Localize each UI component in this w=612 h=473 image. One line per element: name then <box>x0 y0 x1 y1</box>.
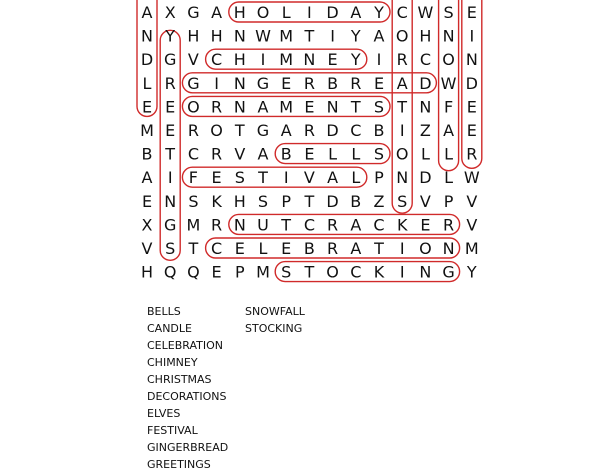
grid-letter[interactable]: R <box>350 73 362 93</box>
grid-letter[interactable]: R <box>211 215 223 235</box>
grid-letter[interactable]: H <box>210 26 223 46</box>
grid-letter[interactable]: R <box>466 144 478 164</box>
grid-letter[interactable]: L <box>444 168 454 188</box>
grid-letter[interactable]: G <box>163 215 177 235</box>
grid-letter[interactable]: A <box>350 239 362 258</box>
grid-letter[interactable]: L <box>142 73 152 93</box>
grid-letter[interactable]: V <box>466 215 478 235</box>
grid-letter[interactable]: T <box>397 97 408 117</box>
grid-letter[interactable]: D <box>419 168 432 188</box>
grid-letter[interactable]: T <box>350 97 361 117</box>
grid-letter[interactable]: B <box>350 191 362 211</box>
grid-letter[interactable]: N <box>141 26 153 46</box>
grid-letter[interactable]: H <box>419 26 432 46</box>
grid-letter[interactable]: G <box>187 3 200 22</box>
grid-letter[interactable]: S <box>257 191 269 211</box>
grid-letter[interactable]: B <box>373 121 385 140</box>
grid-letter[interactable]: N <box>233 26 246 46</box>
grid-letter[interactable]: X <box>164 3 176 22</box>
grid-letter[interactable]: L <box>328 144 338 164</box>
grid-letter[interactable]: N <box>465 50 478 70</box>
grid-letter[interactable]: C <box>419 50 431 70</box>
grid-letter[interactable]: V <box>141 239 153 258</box>
grid-letter[interactable]: R <box>327 239 339 258</box>
grid-letter[interactable]: S <box>165 239 176 258</box>
grid-letter[interactable]: K <box>211 191 222 211</box>
word-list-item: CANDLE <box>147 322 192 335</box>
grid-letter[interactable]: N <box>419 262 432 282</box>
grid-letter[interactable]: S <box>443 3 454 22</box>
grid-letter[interactable]: M <box>279 26 294 46</box>
grid-letter[interactable]: Q <box>187 262 200 282</box>
grid-letter[interactable]: T <box>234 121 245 140</box>
grid-letters <box>140 3 480 282</box>
grid-letter[interactable]: E <box>373 73 385 93</box>
word-list-column-1 <box>147 303 228 473</box>
grid-letter[interactable]: R <box>211 97 223 117</box>
grid-letter[interactable]: E <box>211 168 222 188</box>
grid-letter[interactable]: A <box>350 3 362 22</box>
grid-letter[interactable]: O <box>256 3 270 22</box>
grid-letter[interactable]: B <box>303 239 315 258</box>
grid-letter[interactable]: O <box>442 50 455 70</box>
grid-letter[interactable]: H <box>233 191 246 211</box>
grid-letter[interactable]: K <box>373 262 385 282</box>
grid-letter[interactable]: C <box>373 215 385 235</box>
grid-letter[interactable]: S <box>397 191 408 211</box>
grid-letter[interactable]: A <box>350 215 362 235</box>
grid-letter[interactable]: R <box>303 73 315 93</box>
grid-letter[interactable]: T <box>374 239 384 258</box>
grid-letter[interactable]: D <box>140 50 154 70</box>
grid-letter[interactable]: W <box>417 3 434 22</box>
grid-letter[interactable]: H <box>187 26 200 46</box>
word-list-item: GINGERBREAD <box>147 441 229 454</box>
grid-letter[interactable]: D <box>326 3 339 22</box>
grid-letter[interactable]: L <box>281 3 291 22</box>
grid-letter[interactable]: C <box>350 262 362 282</box>
grid-letter[interactable]: A <box>141 3 153 22</box>
grid-letter[interactable]: N <box>442 26 455 46</box>
grid-letter[interactable]: E <box>304 97 315 117</box>
grid-letter[interactable]: N <box>233 73 246 93</box>
grid-letter[interactable]: I <box>214 73 219 93</box>
grid-letter[interactable]: C <box>187 144 199 164</box>
grid-letter[interactable]: M <box>464 239 479 258</box>
grid-letter[interactable]: Y <box>466 262 477 282</box>
word-list-item: ELVES <box>147 407 181 420</box>
grid-letter[interactable]: E <box>281 73 292 93</box>
grid-letter[interactable]: E <box>141 97 153 117</box>
grid-letter[interactable]: O <box>326 262 339 282</box>
word-list-item: BELLS <box>147 305 181 318</box>
grid-letter[interactable]: G <box>163 50 177 70</box>
grid-letter[interactable]: E <box>304 144 315 164</box>
word-list-item: SNOWFALL <box>245 305 305 318</box>
word-list-column-2 <box>245 303 305 337</box>
grid-letter[interactable]: X <box>141 215 153 235</box>
grid-letter[interactable]: D <box>419 73 432 93</box>
grid-letter[interactable]: T <box>304 191 315 211</box>
grid-letter[interactable]: L <box>258 239 268 258</box>
grid-letter[interactable]: N <box>326 97 339 117</box>
grid-letter[interactable]: C <box>211 239 223 258</box>
grid-letter[interactable]: P <box>443 191 454 211</box>
grid-letter[interactable]: E <box>466 3 477 22</box>
found-word-ring <box>182 167 366 187</box>
grid-letter[interactable]: Z <box>373 191 385 211</box>
grid-letter[interactable]: N <box>442 239 455 258</box>
grid-letter[interactable]: I <box>376 50 382 70</box>
grid-letter[interactable]: E <box>234 239 245 258</box>
grid-letter[interactable]: I <box>260 50 266 70</box>
grid-letter[interactable]: R <box>187 121 199 140</box>
grid-letter[interactable]: G <box>187 73 200 93</box>
grid-letter[interactable]: A <box>141 168 153 188</box>
grid-letter[interactable]: C <box>350 121 362 140</box>
grid-letter[interactable]: E <box>420 215 431 235</box>
grid-letter[interactable]: T <box>281 215 292 235</box>
grid-letter[interactable]: E <box>281 239 292 258</box>
word-list-item: CELEBRATION <box>147 339 223 352</box>
word-list-item: CHRISTMAS <box>147 373 212 386</box>
grid-letter[interactable]: O <box>210 121 223 140</box>
grid-letter[interactable]: V <box>419 191 431 211</box>
grid-letter[interactable]: K <box>396 215 408 235</box>
grid-letter[interactable]: L <box>420 144 430 164</box>
grid-letter[interactable]: M <box>186 215 201 235</box>
grid-letter[interactable]: O <box>395 26 409 46</box>
grid-letter[interactable]: N <box>396 168 409 188</box>
grid-letter[interactable]: C <box>303 215 315 235</box>
grid-letter[interactable]: E <box>466 121 477 140</box>
grid-letter[interactable]: S <box>373 97 385 117</box>
grid-letter[interactable]: L <box>351 144 361 164</box>
grid-letter[interactable]: M <box>279 50 294 70</box>
grid-letter[interactable]: I <box>283 168 289 188</box>
grid-letter[interactable]: Y <box>165 26 176 46</box>
grid-letter[interactable]: S <box>188 191 199 211</box>
grid-letter[interactable]: A <box>327 168 339 188</box>
grid-letter[interactable]: C <box>396 3 408 22</box>
grid-letter[interactable]: N <box>233 215 246 235</box>
grid-letter[interactable]: R <box>211 144 223 164</box>
grid-letter[interactable]: T <box>188 239 199 258</box>
grid-letter[interactable]: Y <box>374 3 384 22</box>
grid-letter[interactable]: R <box>164 73 176 93</box>
grid-letter[interactable]: N <box>233 97 246 117</box>
grid-letter[interactable]: O <box>395 144 409 164</box>
grid-letter[interactable]: V <box>303 168 315 188</box>
grid-letter[interactable]: G <box>256 121 270 140</box>
word-list-item: GREETINGS <box>147 458 211 471</box>
grid-letter[interactable]: W <box>255 26 271 46</box>
grid-letter[interactable]: B <box>280 144 292 164</box>
grid-letter[interactable]: N <box>303 50 316 70</box>
grid-letter[interactable]: E <box>211 262 222 282</box>
grid-letter[interactable]: G <box>442 262 455 282</box>
grid-letter[interactable]: B <box>327 73 339 93</box>
grid-letter[interactable]: I <box>399 121 405 140</box>
grid-letter[interactable]: N <box>164 191 177 211</box>
grid-letter[interactable]: I <box>399 239 405 258</box>
grid-letter[interactable]: I <box>167 168 173 188</box>
grid-letter[interactable]: H <box>233 3 246 22</box>
grid-letter[interactable]: Y <box>350 26 361 46</box>
grid-letter[interactable]: O <box>419 239 432 258</box>
grid-letter[interactable]: I <box>399 262 405 282</box>
grid-letter[interactable]: S <box>373 144 385 164</box>
grid-letter[interactable]: R <box>327 215 339 235</box>
grid-letter[interactable]: O <box>187 97 200 117</box>
grid-letter[interactable]: A <box>396 73 408 93</box>
grid-letter[interactable]: V <box>466 191 478 211</box>
grid-letter[interactable]: A <box>257 144 269 164</box>
grid-letter[interactable]: V <box>234 144 246 164</box>
grid-letter[interactable]: D <box>326 191 339 211</box>
grid-letter[interactable]: S <box>281 262 292 282</box>
grid-letter[interactable]: B <box>141 144 153 164</box>
grid-letter[interactable]: M <box>256 262 270 282</box>
grid-letter[interactable]: R <box>303 121 315 140</box>
grid-letter[interactable]: T <box>304 262 315 282</box>
grid-letter[interactable]: E <box>141 191 153 211</box>
grid-letter[interactable]: F <box>188 168 199 188</box>
grid-letter[interactable]: E <box>327 50 338 70</box>
grid-letter[interactable]: E <box>165 121 176 140</box>
grid-letter[interactable]: R <box>396 50 408 70</box>
grid-letter[interactable]: V <box>187 50 199 70</box>
grid-letter[interactable]: T <box>258 168 268 188</box>
grid-letter[interactable]: M <box>279 97 294 117</box>
grid-letter[interactable]: M <box>140 121 154 140</box>
grid-letter[interactable]: W <box>440 73 457 93</box>
grid-letter[interactable]: A <box>443 121 455 140</box>
grid-letter[interactable]: Y <box>350 50 361 70</box>
grid-letter[interactable]: Q <box>163 262 177 282</box>
grid-letter[interactable]: P <box>281 191 292 211</box>
grid-letter[interactable]: L <box>444 144 454 164</box>
grid-letter[interactable]: H <box>233 50 246 70</box>
grid-letter[interactable]: E <box>165 97 176 117</box>
grid-letter[interactable]: S <box>234 168 245 188</box>
grid-letter[interactable]: A <box>280 121 292 140</box>
grid-letter[interactable]: A <box>373 26 385 46</box>
grid-letter[interactable]: G <box>256 73 270 93</box>
grid-letter[interactable]: E <box>466 97 477 117</box>
grid-letter[interactable]: I <box>307 3 312 22</box>
grid-letter[interactable]: D <box>326 121 339 140</box>
grid-letter[interactable]: R <box>443 215 455 235</box>
grid-letter[interactable]: A <box>211 3 223 22</box>
grid-letter[interactable]: L <box>351 168 361 188</box>
found-word-ring <box>275 262 459 282</box>
grid-letter[interactable]: Z <box>419 121 431 140</box>
grid-letter[interactable]: C <box>211 50 223 70</box>
grid-letter[interactable]: D <box>465 73 478 93</box>
grid-letter[interactable]: U <box>257 215 269 235</box>
grid-letter[interactable]: T <box>165 144 176 164</box>
word-list-item: CHIMNEY <box>147 356 198 369</box>
word-list-item: DECORATIONS <box>147 390 227 403</box>
word-list-item: FESTIVAL <box>147 424 198 437</box>
grid-letter[interactable]: N <box>419 97 432 117</box>
grid-letter[interactable]: P <box>374 168 384 188</box>
grid-letter[interactable]: I <box>330 26 335 46</box>
grid-letter[interactable]: W <box>463 168 480 188</box>
grid-letter[interactable]: F <box>443 97 454 117</box>
grid-letter[interactable]: T <box>304 26 315 46</box>
grid-letter[interactable]: P <box>234 262 245 282</box>
grid-letter[interactable]: H <box>140 262 154 282</box>
grid-letter[interactable]: A <box>257 97 269 117</box>
grid-letter[interactable]: I <box>469 26 475 46</box>
word-list-item: STOCKING <box>245 322 303 335</box>
